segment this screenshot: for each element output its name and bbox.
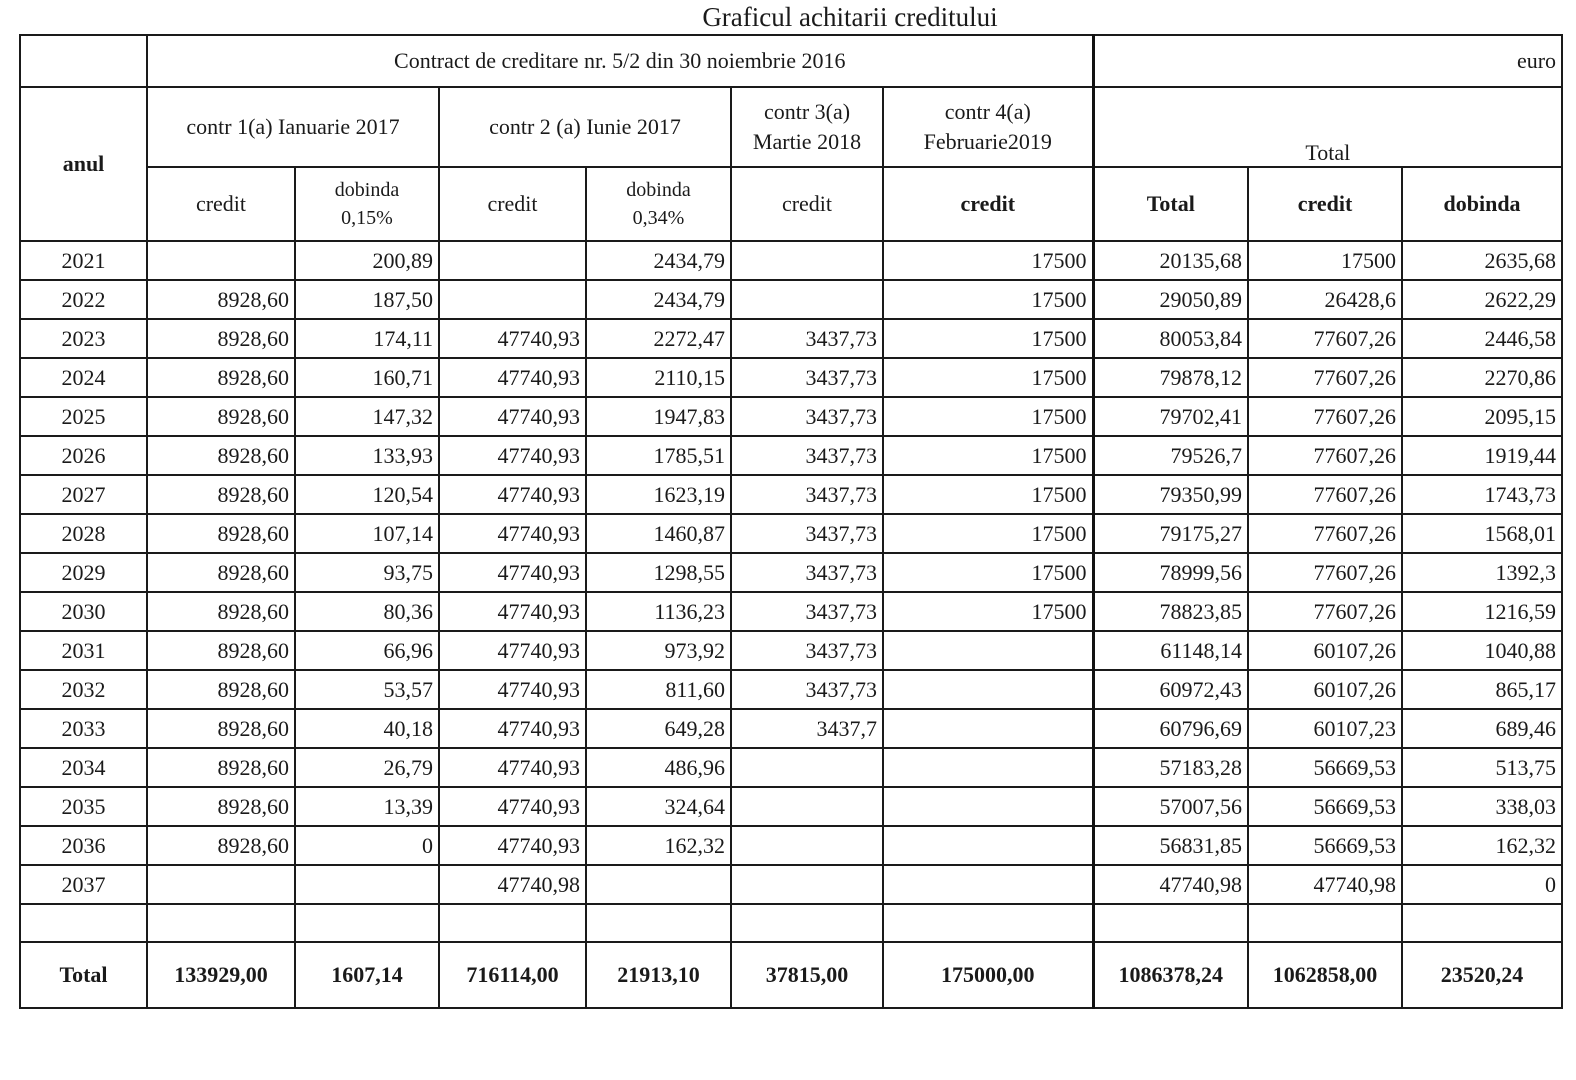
c2-credit-cell: 47740,93 (439, 592, 586, 631)
total-dobinda-cell: 689,46 (1402, 709, 1562, 748)
c4-credit-cell: 17500 (883, 475, 1093, 514)
total-credit-cell: 77607,26 (1248, 553, 1402, 592)
c1-dobinda-cell: 160,71 (295, 358, 439, 397)
c2-dobinda-cell: 2272,47 (586, 319, 731, 358)
c2-dobinda-cell: 811,60 (586, 670, 731, 709)
table-row (20, 709, 1562, 748)
total-total-cell: 56831,85 (1093, 826, 1248, 865)
c4-credit-cell: 17500 (883, 358, 1093, 397)
total-dobinda-cell: 865,17 (1402, 670, 1562, 709)
c2-dobinda-cell: 1136,23 (586, 592, 731, 631)
group-contr1: contr 1(a) Ianuarie 2017 (147, 87, 439, 167)
year-cell: 2037 (20, 865, 147, 904)
c3-credit-cell (731, 865, 883, 904)
c1-dobinda-cell: 13,39 (295, 787, 439, 826)
c3-credit-cell: 3437,73 (731, 553, 883, 592)
c2-credit-cell: 47740,98 (439, 865, 586, 904)
repayment-schedule-table (19, 34, 1563, 1009)
c2-credit-cell: 47740,93 (439, 397, 586, 436)
total-total-cell: 57183,28 (1093, 748, 1248, 787)
total-total-cell: 79702,41 (1093, 397, 1248, 436)
total-c2-dobinda: 21913,10 (586, 942, 731, 1008)
year-cell: 2028 (20, 514, 147, 553)
table-row (20, 475, 1562, 514)
total-dobinda-cell: 2095,15 (1402, 397, 1562, 436)
col-total-dobinda: dobinda (1402, 167, 1562, 241)
c3-credit-cell: 3437,73 (731, 475, 883, 514)
col-c1-dobinda-rate: 0,15% (341, 207, 393, 229)
total-total-cell: 80053,84 (1093, 319, 1248, 358)
c2-credit-cell: 47740,93 (439, 748, 586, 787)
year-cell: 2025 (20, 397, 147, 436)
c1-credit-cell: 8928,60 (147, 280, 295, 319)
total-credit-cell: 56669,53 (1248, 787, 1402, 826)
table-row (20, 241, 1562, 280)
table-row (20, 748, 1562, 787)
empty-cell (883, 904, 1093, 942)
c4-credit-cell: 17500 (883, 397, 1093, 436)
c3-credit-cell (731, 787, 883, 826)
c1-dobinda-cell: 107,14 (295, 514, 439, 553)
total-dobinda-cell: 1216,59 (1402, 592, 1562, 631)
total-total-cell: 78999,56 (1093, 553, 1248, 592)
c1-dobinda-cell: 53,57 (295, 670, 439, 709)
total-credit-cell: 47740,98 (1248, 865, 1402, 904)
empty-cell (147, 904, 295, 942)
c2-credit-cell: 47740,93 (439, 670, 586, 709)
total-credit-cell: 77607,26 (1248, 397, 1402, 436)
total-credit-cell: 77607,26 (1248, 358, 1402, 397)
year-cell: 2021 (20, 241, 147, 280)
total-dobinda-cell: 162,32 (1402, 826, 1562, 865)
c4-credit-cell: 17500 (883, 553, 1093, 592)
table-body (20, 241, 1562, 904)
table-row (20, 670, 1562, 709)
c4-credit-cell (883, 670, 1093, 709)
table-row (20, 592, 1562, 631)
total-c4-credit: 175000,00 (883, 942, 1093, 1008)
table-row (20, 631, 1562, 670)
empty-cell (1093, 904, 1248, 942)
c1-dobinda-cell: 120,54 (295, 475, 439, 514)
c2-dobinda-cell: 486,96 (586, 748, 731, 787)
c2-credit-cell (439, 241, 586, 280)
c1-credit-cell: 8928,60 (147, 514, 295, 553)
c1-dobinda-cell: 80,36 (295, 592, 439, 631)
year-cell: 2036 (20, 826, 147, 865)
total-total-cell: 79878,12 (1093, 358, 1248, 397)
c1-credit-cell: 8928,60 (147, 631, 295, 670)
group-contr4-line1: contr 4(a) (944, 99, 1031, 125)
c4-credit-cell (883, 709, 1093, 748)
total-total-cell: 57007,56 (1093, 787, 1248, 826)
year-cell: 2023 (20, 319, 147, 358)
c1-credit-cell: 8928,60 (147, 709, 295, 748)
c1-credit-cell: 8928,60 (147, 397, 295, 436)
year-cell: 2033 (20, 709, 147, 748)
c1-credit-cell: 8928,60 (147, 670, 295, 709)
empty-cell (1248, 904, 1402, 942)
c3-credit-cell: 3437,73 (731, 436, 883, 475)
c2-credit-cell: 47740,93 (439, 436, 586, 475)
year-cell: 2032 (20, 670, 147, 709)
empty-cell (20, 904, 147, 942)
c4-credit-cell (883, 748, 1093, 787)
c2-credit-cell: 47740,93 (439, 358, 586, 397)
total-c1-dobinda: 1607,14 (295, 942, 439, 1008)
year-cell: 2034 (20, 748, 147, 787)
c2-credit-cell: 47740,93 (439, 319, 586, 358)
currency-label: euro (1093, 35, 1562, 87)
table-row (20, 553, 1562, 592)
c4-credit-cell: 17500 (883, 592, 1093, 631)
table-row (20, 787, 1562, 826)
c1-dobinda-cell: 66,96 (295, 631, 439, 670)
total-dobinda-cell: 1568,01 (1402, 514, 1562, 553)
c3-credit-cell (731, 826, 883, 865)
c1-dobinda-cell: 26,79 (295, 748, 439, 787)
c3-credit-cell: 3437,73 (731, 514, 883, 553)
total-credit-cell: 60107,26 (1248, 670, 1402, 709)
total-dobinda-cell: 2635,68 (1402, 241, 1562, 280)
group-contr3-line2: Martie 2018 (752, 129, 862, 154)
year-cell: 2030 (20, 592, 147, 631)
c2-dobinda-cell: 2434,79 (586, 241, 731, 280)
c4-credit-cell: 17500 (883, 319, 1093, 358)
total-total-cell: 47740,98 (1093, 865, 1248, 904)
total-credit-cell: 17500 (1248, 241, 1402, 280)
year-cell: 2024 (20, 358, 147, 397)
c1-dobinda-cell (295, 865, 439, 904)
c3-credit-cell: 3437,73 (731, 592, 883, 631)
header-row-contract (20, 35, 1562, 87)
total-c1-credit: 133929,00 (147, 942, 295, 1008)
c4-credit-cell: 17500 (883, 241, 1093, 280)
year-cell: 2022 (20, 280, 147, 319)
document-title: Graficul achitarii creditului (702, 2, 998, 32)
totals-label: Total (20, 942, 147, 1008)
table-row (20, 826, 1562, 865)
c2-dobinda-cell: 1460,87 (586, 514, 731, 553)
total-total-cell: 78823,85 (1093, 592, 1248, 631)
total-dobinda-cell: 2622,29 (1402, 280, 1562, 319)
c3-credit-cell: 3437,7 (731, 709, 883, 748)
c3-credit-cell (731, 748, 883, 787)
year-cell: 2026 (20, 436, 147, 475)
c1-credit-cell (147, 241, 295, 280)
c2-credit-cell: 47740,93 (439, 553, 586, 592)
c1-credit-cell: 8928,60 (147, 748, 295, 787)
col-c2-credit: credit (439, 167, 586, 241)
header-row-groups (20, 87, 1562, 167)
total-total-cell: 79526,7 (1093, 436, 1248, 475)
c1-dobinda-cell: 187,50 (295, 280, 439, 319)
c1-credit-cell: 8928,60 (147, 358, 295, 397)
c2-credit-cell (439, 280, 586, 319)
c3-credit-cell: 3437,73 (731, 631, 883, 670)
total-dobinda-cell: 0 (1402, 865, 1562, 904)
corner-cell (20, 35, 147, 87)
c2-dobinda-cell (586, 865, 731, 904)
c2-credit-cell: 47740,93 (439, 475, 586, 514)
total-total-cell: 60972,43 (1093, 670, 1248, 709)
total-c3-credit: 37815,00 (731, 942, 883, 1008)
c1-dobinda-cell: 0 (295, 826, 439, 865)
total-dobinda-cell: 2270,86 (1402, 358, 1562, 397)
table-row (20, 319, 1562, 358)
year-cell: 2029 (20, 553, 147, 592)
group-contr3 (731, 87, 883, 167)
empty-cell (731, 904, 883, 942)
year-cell: 2035 (20, 787, 147, 826)
total-dobinda-cell: 513,75 (1402, 748, 1562, 787)
total-total-cell: 61148,14 (1093, 631, 1248, 670)
c1-credit-cell: 8928,60 (147, 475, 295, 514)
c3-credit-cell (731, 241, 883, 280)
empty-cell (295, 904, 439, 942)
c1-credit-cell: 8928,60 (147, 436, 295, 475)
c2-credit-cell: 47740,93 (439, 787, 586, 826)
empty-cell (439, 904, 586, 942)
c1-dobinda-cell: 147,32 (295, 397, 439, 436)
c1-credit-cell: 8928,60 (147, 826, 295, 865)
total-credit-cell: 77607,26 (1248, 436, 1402, 475)
c2-dobinda-cell: 1947,83 (586, 397, 731, 436)
c1-dobinda-cell: 133,93 (295, 436, 439, 475)
total-credit: 1062858,00 (1248, 942, 1402, 1008)
c4-credit-cell: 17500 (883, 514, 1093, 553)
col-total-total: Total (1093, 167, 1248, 241)
c4-credit-cell (883, 631, 1093, 670)
table-row (20, 865, 1562, 904)
total-credit-cell: 56669,53 (1248, 826, 1402, 865)
c1-dobinda-cell: 200,89 (295, 241, 439, 280)
total-credit-cell: 60107,23 (1248, 709, 1402, 748)
c2-dobinda-cell: 324,64 (586, 787, 731, 826)
table-row (20, 280, 1562, 319)
col-c3-credit: credit (731, 167, 883, 241)
c4-credit-cell (883, 865, 1093, 904)
col-c1-dobinda (295, 167, 439, 241)
total-dobinda-cell: 338,03 (1402, 787, 1562, 826)
table-row (20, 436, 1562, 475)
total-credit-cell: 77607,26 (1248, 475, 1402, 514)
contract-header: Contract de creditare nr. 5/2 din 30 noiembrie 2016 (147, 35, 1093, 87)
group-contr2: contr 2 (a) Iunie 2017 (439, 87, 731, 167)
year-cell: 2027 (20, 475, 147, 514)
c1-credit-cell: 8928,60 (147, 787, 295, 826)
empty-row (20, 904, 1562, 942)
c2-dobinda-cell: 973,92 (586, 631, 731, 670)
c1-dobinda-cell: 174,11 (295, 319, 439, 358)
c2-dobinda-cell: 2110,15 (586, 358, 731, 397)
c2-dobinda-cell: 2434,79 (586, 280, 731, 319)
table-row (20, 514, 1562, 553)
table-row (20, 397, 1562, 436)
c2-credit-cell: 47740,93 (439, 709, 586, 748)
c1-credit-cell: 8928,60 (147, 319, 295, 358)
c2-dobinda-cell: 1298,55 (586, 553, 731, 592)
c2-dobinda-cell: 1623,19 (586, 475, 731, 514)
c1-credit-cell: 8928,60 (147, 553, 295, 592)
total-c2-credit: 716114,00 (439, 942, 586, 1008)
total-credit-cell: 26428,6 (1248, 280, 1402, 319)
total-total: 1086378,24 (1093, 942, 1248, 1008)
header-row-columns (20, 167, 1562, 241)
table-row (20, 358, 1562, 397)
empty-cell (586, 904, 731, 942)
c4-credit-cell (883, 826, 1093, 865)
total-credit-cell: 77607,26 (1248, 592, 1402, 631)
total-dobinda-cell: 2446,58 (1402, 319, 1562, 358)
total-total-cell: 29050,89 (1093, 280, 1248, 319)
group-contr3-line1: contr 3(a) (763, 99, 851, 125)
total-total-cell: 20135,68 (1093, 241, 1248, 280)
col-c1-credit: credit (147, 167, 295, 241)
total-total-cell: 79350,99 (1093, 475, 1248, 514)
total-credit-cell: 60107,26 (1248, 631, 1402, 670)
col-c2-dobinda-rate: 0,34% (632, 207, 685, 229)
c4-credit-cell (883, 787, 1093, 826)
total-credit-cell: 77607,26 (1248, 319, 1402, 358)
total-total-cell: 60796,69 (1093, 709, 1248, 748)
c1-credit-cell (147, 865, 295, 904)
total-dobinda-cell: 1743,73 (1402, 475, 1562, 514)
total-credit-cell: 77607,26 (1248, 514, 1402, 553)
col-total-credit: credit (1248, 167, 1402, 241)
group-total: Total (1093, 87, 1562, 167)
c2-credit-cell: 47740,93 (439, 826, 586, 865)
c1-dobinda-cell: 93,75 (295, 553, 439, 592)
year-cell: 2031 (20, 631, 147, 670)
totals-row (20, 942, 1562, 1008)
c2-dobinda-cell: 1785,51 (586, 436, 731, 475)
col-c2-dobinda (586, 167, 731, 241)
c1-credit-cell: 8928,60 (147, 592, 295, 631)
total-credit-cell: 56669,53 (1248, 748, 1402, 787)
group-contr4-line2: Februarie2019 (923, 129, 1052, 154)
col-c2-dobinda-label: dobinda (626, 179, 691, 201)
c3-credit-cell (731, 280, 883, 319)
total-total-cell: 79175,27 (1093, 514, 1248, 553)
col-c1-dobinda-label: dobinda (334, 179, 400, 201)
c3-credit-cell: 3437,73 (731, 397, 883, 436)
total-dobinda-cell: 1392,3 (1402, 553, 1562, 592)
c2-credit-cell: 47740,93 (439, 514, 586, 553)
col-c4-credit: credit (883, 167, 1093, 241)
c2-credit-cell: 47740,93 (439, 631, 586, 670)
c3-credit-cell: 3437,73 (731, 358, 883, 397)
c4-credit-cell: 17500 (883, 436, 1093, 475)
c3-credit-cell: 3437,73 (731, 670, 883, 709)
c1-dobinda-cell: 40,18 (295, 709, 439, 748)
empty-cell (1402, 904, 1562, 942)
year-header: anul (20, 87, 147, 241)
c4-credit-cell: 17500 (883, 280, 1093, 319)
total-dobinda: 23520,24 (1402, 942, 1562, 1008)
group-contr4 (883, 87, 1093, 167)
total-dobinda-cell: 1919,44 (1402, 436, 1562, 475)
total-dobinda-cell: 1040,88 (1402, 631, 1562, 670)
c3-credit-cell: 3437,73 (731, 319, 883, 358)
c2-dobinda-cell: 649,28 (586, 709, 731, 748)
c2-dobinda-cell: 162,32 (586, 826, 731, 865)
